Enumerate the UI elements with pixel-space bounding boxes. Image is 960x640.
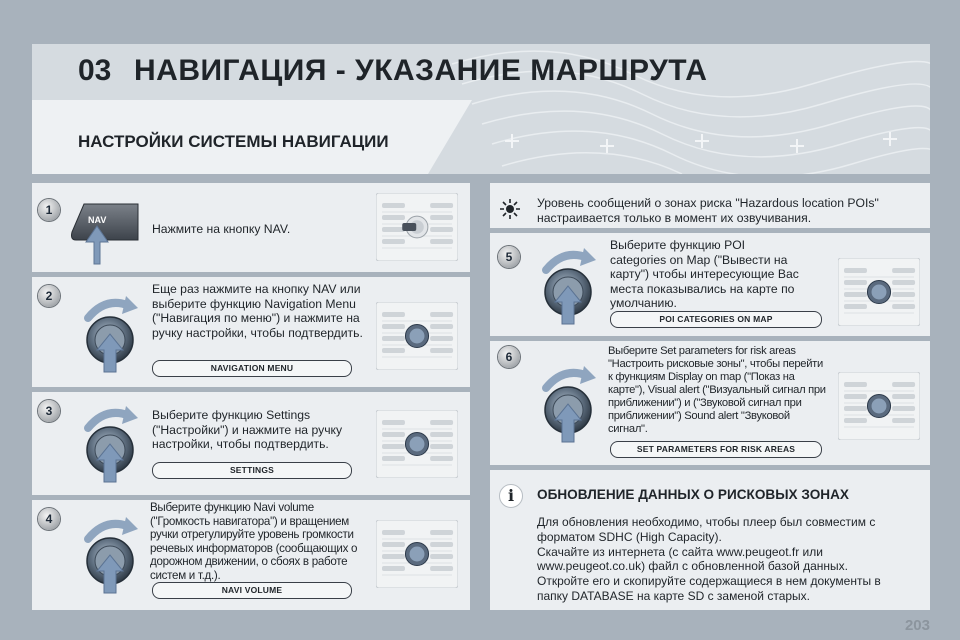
settings-pill: SETTINGS [152,462,352,479]
sun-alert-icon [499,198,521,220]
navi-volume-pill: NAVI VOLUME [152,582,352,599]
chapter-number: 03 [78,54,112,87]
info-line: Скачайте из интернета (с сайта www.peugeot.fr или [537,544,823,559]
section-subtitle: НАСТРОЙКИ СИСТЕМЫ НАВИГАЦИИ [78,132,389,151]
poi-categories-pill: POI CATEGORIES ON MAP [610,311,822,328]
info-line: www.peugeot.co.uk) файл с обновленной базой данных. [537,559,849,574]
info-line: форматом SDHC (High Capacity). [537,529,722,544]
info-line: Для обновления необходимо, чтобы плеер был совместим с [537,515,876,529]
step-number-2: 2 [38,285,60,307]
radio-unit-step-3 [376,410,458,478]
info-title: ОБНОВЛЕНИЕ ДАННЫХ О РИСКОВЫХ ЗОНАХ [537,487,849,502]
info-line: Откройте его и скопируйте содержащиеся в нем документы в [537,574,881,589]
step-4-text: Выберите функцию Navi volume ("Громкость навигатора") и вращением ручки отрегулируйте уровень громкости речевых информаторов (сообщающих о дорожном движении, о сбоях в работе систем и т.д.). [150,501,358,582]
step-6-text: Выберите Set parameters for risk areas "Настроить рисковые зоны", чтобы перейти к функциям Display on map ("Показ на карте"), Visual alert ("Визуальный сигнал при приближении") и ("Звуковой сигнал при приближении") Sound alert "Звуковой сигнал". [608,345,826,435]
rotary-knob-icon [78,513,142,597]
info-icon: i [499,484,523,508]
note-text: Уровень сообщений о зонах риска "Hazardous location POIs" настраивается только в момент их озвучивания. [537,196,879,225]
step-number-1: 1 [38,199,60,221]
step-1-text: Нажмите на кнопку NAV. [152,222,291,236]
step-5-text: Выберите функцию POI categories on Map ("Вывести на карту") чтобы интересующие Вас места показывались на карте по умолчанию. [610,238,799,310]
page-number: 203 [904,617,930,634]
radio-unit-step-5 [838,258,920,326]
step-3-text: Выберите функцию Settings ("Настройки") и нажмите на ручку настройки, чтобы подтвердить. [152,408,343,451]
step-number-4: 4 [38,508,60,530]
nav-button-label: NAV [88,215,107,225]
radio-unit-step-6 [838,372,920,440]
navigation-menu-pill: NAVIGATION MENU [152,360,352,377]
step-number-3: 3 [38,400,60,422]
info-line: папку DATABASE на карте SD с заменой старых. [537,588,811,603]
radio-unit-step-4 [376,520,458,588]
radio-unit-step-2 [376,302,458,370]
step-number-5: 5 [498,246,520,268]
step-number-6: 6 [498,346,520,368]
step-2-text: Еще раз нажмите на кнопку NAV или выберите функцию Navigation Menu ("Навигация по меню") и нажмите на ручку настройки, чтобы подтвердить. [152,282,363,340]
radio-unit-step-1 [376,193,458,261]
info-text [537,515,917,604]
rotary-knob-icon [536,244,600,328]
rotary-knob-icon [536,362,600,446]
page-title: НАВИГАЦИЯ - УКАЗАНИЕ МАРШРУТА [134,54,708,87]
nav-button-icon [66,196,144,266]
set-parameters-pill: SET PARAMETERS FOR RISK AREAS [610,441,822,458]
rotary-knob-icon [78,402,142,486]
rotary-knob-icon [78,292,142,376]
